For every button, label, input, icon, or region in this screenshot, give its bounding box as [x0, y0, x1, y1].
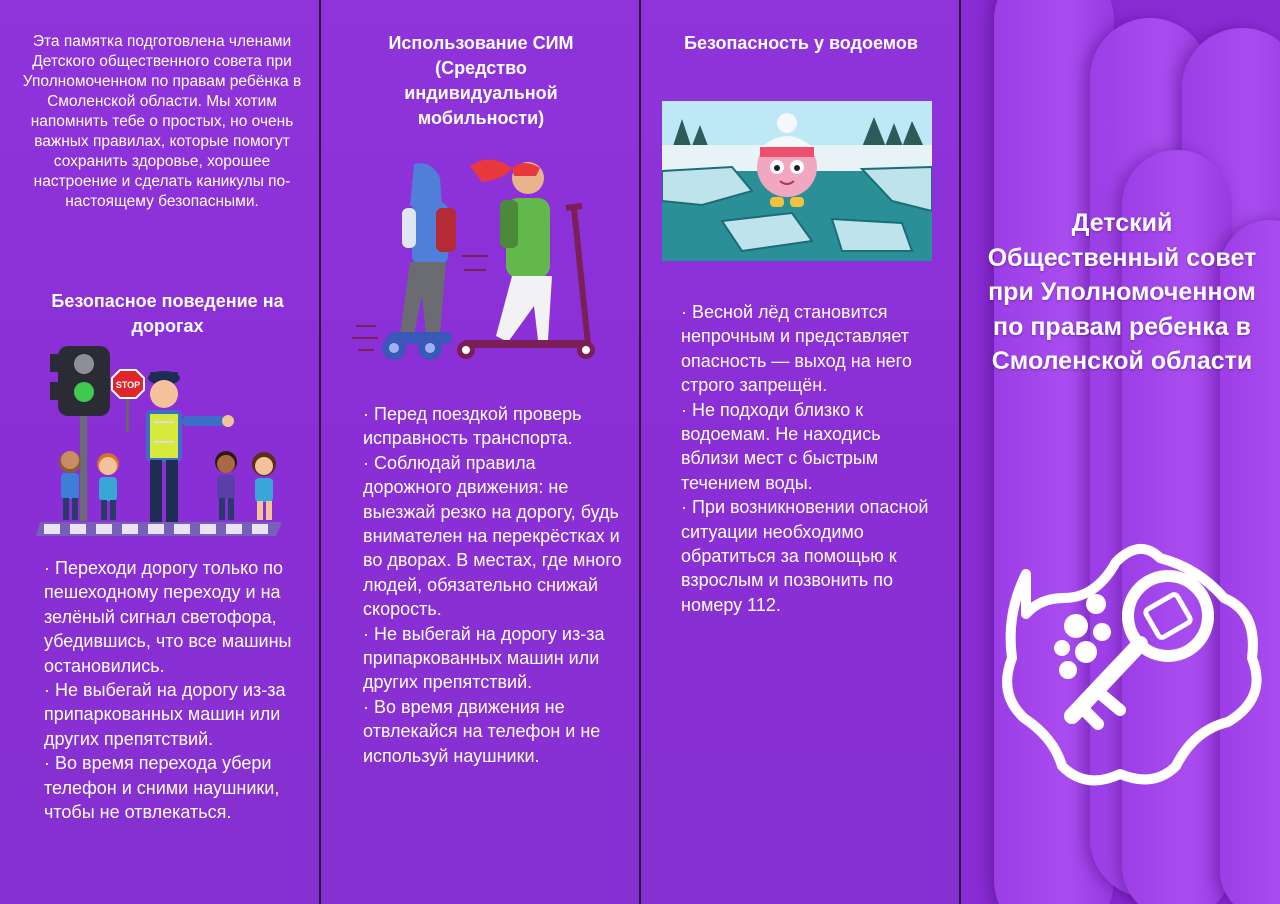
water-rule-2: · Не подходи близко к водоемам. Не находись вблизи мест с быстрым течением воды.	[681, 398, 943, 496]
scooter-rider	[457, 159, 595, 359]
scooter-illustration	[352, 156, 608, 368]
water-safety-rules	[681, 300, 943, 617]
road-rule-2: · Не выбегай на дорогу из-за припаркованных машин или других препятствий.	[44, 678, 306, 751]
water-safety-heading: Безопасность у водоемов	[684, 33, 918, 53]
road-safety-rules	[44, 556, 306, 824]
hoverboard-rider	[382, 163, 456, 360]
council-logo-icon	[990, 520, 1268, 800]
sim-rule-4: · Во время движения не отвлекайся на телефон и не используй наушники.	[363, 695, 625, 768]
road-safety-heading: Безопасное поведение на дорогах	[51, 291, 284, 336]
water-rule-1: · Весной лёд становится непрочным и представляет опасность — выход на него строго запрещён.	[681, 300, 943, 398]
stop-sign-icon	[112, 370, 144, 432]
crosswalk-illustration	[36, 342, 286, 537]
stop-sign-label: STOP	[115, 380, 141, 390]
road-rule-1: · Переходи дорогу только по пешеходному переходу и на зелёный сигнал светофора, убедившись, что все машины остановились.	[44, 556, 306, 678]
intro-text: Эта памятка подготовлена членами Детского общественного совета при Уполномоченном по правам ребёнка в Смоленской области. Мы хотим напомнить тебе о простых, но очень важных правилах, которые помогут сохранить здоровье, хорошее настроение и сделать каникулы по-настоящему безопасными.	[22, 33, 302, 210]
sim-rules	[363, 402, 625, 768]
sim-heading: Использование СИМ (Средство индивидуальной мобильности)	[388, 33, 574, 128]
sim-rule-1: · Перед поездкой проверь исправность транспорта.	[363, 402, 625, 451]
sim-rule-3: · Не выбегай на дорогу из-за припаркованных машин или других препятствий.	[363, 622, 625, 695]
cover-title: Детский Общественный совет при Уполномоченном по правам ребенка в Смоленской области	[987, 209, 1257, 376]
road-rule-3: · Во время перехода убери телефон и сними наушники, чтобы не отвлекаться.	[44, 751, 306, 824]
water-rule-3: · При возникновении опасной ситуации необходимо обратиться за помощью к взрослым и позвонить по номеру 112.	[681, 495, 943, 617]
ice-cartoon-image	[662, 101, 932, 261]
sim-rule-2: · Соблюдай правила дорожного движения: не выезжай резко на дорогу, будь внимателен на перекрёстках и во дворах. В местах, где много людей, обязательно снижай скорость.	[363, 451, 625, 622]
fold-divider-3	[959, 0, 961, 904]
